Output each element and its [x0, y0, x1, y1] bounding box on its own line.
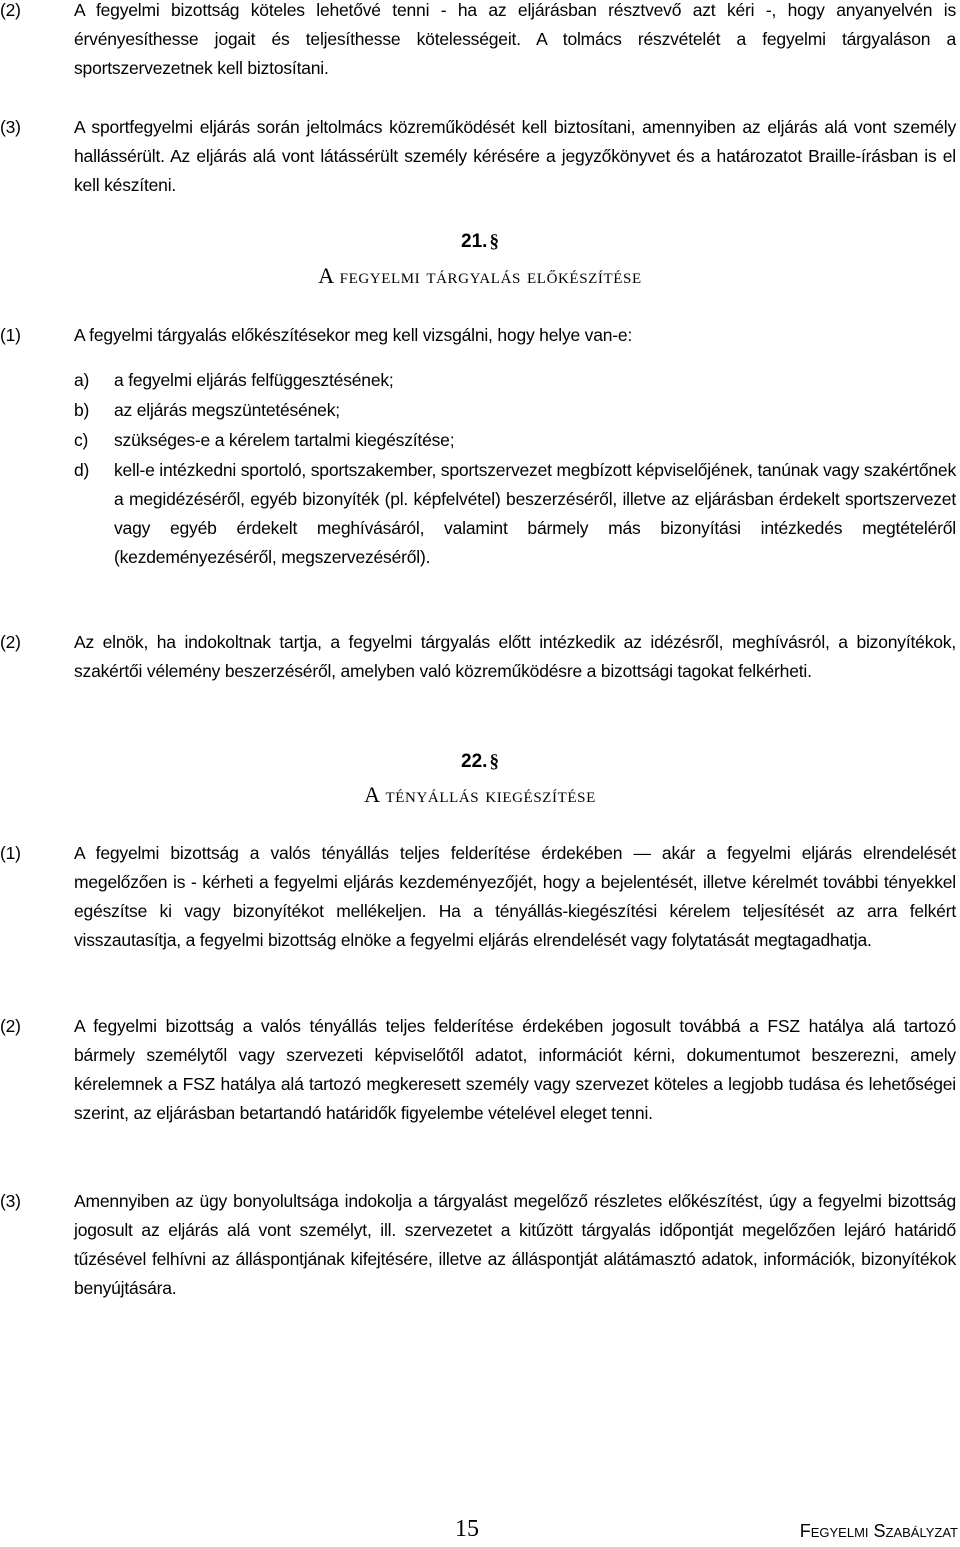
- paragraph-number: (3): [0, 117, 21, 137]
- section-number: 21.: [461, 231, 488, 252]
- list-item-b: [74, 396, 956, 425]
- section-sign: §: [489, 231, 499, 252]
- list-text: szükséges-e a kérelem tartalmi kiegészítése;: [114, 430, 455, 450]
- paragraph-number: (2): [0, 632, 21, 652]
- page-number: 15: [455, 1516, 479, 1542]
- list-label: c): [74, 430, 89, 450]
- paragraph-text: A fegyelmi bizottság a valós tényállás teljes felderítése érdekében jogosult továbbá a FSZ hatálya alá tartozó bármely személytől vagy szervezeti képviselőtől adatot, információt kérni, dokumentumot beszerezni, amely kérelemnek a FSZ hatálya alá tartozó megkeresett személy vagy szervezet köteles a legjobb tudása és lehetőségei szerint, az eljárásban betartandó határidők figyelembe vételével eleget tenni.: [74, 1016, 956, 1123]
- paragraph-22-2: [0, 1012, 956, 1128]
- section-sign: §: [489, 751, 499, 772]
- list-item-c: [74, 426, 956, 455]
- paragraph-number: (1): [0, 325, 21, 345]
- paragraph-text: Amennyiben az ügy bonyolultsága indokolja a tárgyalást megelőző részletes előkészítést, úgy a fegyelmi bizottság jogosult az eljárás alá vont személyt, ill. szervezetet a kitűzött tárgyalás időpontját megelőzően lejáró határidő tűzésével felhívni az álláspontjának kifejtésére, illetve az álláspontját alátámasztó adatok, információk, bizonyítékok benyújtására.: [74, 1191, 956, 1298]
- paragraph-text: A fegyelmi bizottság a valós tényállás teljes felderítése érdekében — akár a fegyelmi eljárás elrendelését megelőzően is - kérheti a fegyelmi eljárás kezdeményezőjét, hogy a bejelentését, illetve kérelmét további tényekkel egészítse ki vagy bizonyítékot mellékeljen. Ha a tényállás-kiegészítési kérelem teljesítését az arra felkért visszautasítja, a fegyelmi bizottság elnöke a fegyelmi eljárás elrendelését vagy folytatását megtagadhatja.: [74, 843, 956, 950]
- list-label: b): [74, 400, 90, 420]
- paragraph-22-3: [0, 1187, 956, 1303]
- paragraph-prev-3: [0, 113, 956, 200]
- paragraph-21-1: [0, 321, 956, 350]
- list-label: a): [74, 370, 90, 390]
- list-text: az eljárás megszüntetésének;: [114, 400, 340, 420]
- section-21-title: A fegyelmi tárgyalás előkészítése: [318, 263, 642, 288]
- paragraph-text: Az elnök, ha indokoltnak tartja, a fegyelmi tárgyalás előtt intézkedik az idézésről, meghívásról, a bizonyítékok, szakértői vélemény beszerzéséről, amelyben való közreműködésre a bizottsági tagokat felkérheti.: [74, 632, 956, 681]
- paragraph-prev-2: [0, 0, 956, 83]
- section-number: 22.: [461, 751, 488, 772]
- paragraph-number: (2): [0, 0, 21, 20]
- section-22-number: [0, 749, 960, 775]
- list-item-a: [74, 366, 956, 395]
- paragraph-22-1: [0, 839, 956, 955]
- paragraph-text: A sportfegyelmi eljárás során jeltolmács közreműködését kell biztosítani, amennyiben az eljárás alá vont személy hallássérült. Az eljárás alá vont látássérült személy kérésére a jegyzőkönyvet és a határozatot Braille-írásban is el kell készíteni.: [74, 117, 956, 195]
- paragraph-text: A fegyelmi tárgyalás előkészítésekor meg kell vizsgálni, hogy helye van-e:: [74, 325, 633, 345]
- paragraph-21-2: [0, 628, 956, 686]
- paragraph-number: (1): [0, 843, 21, 863]
- list-text: a fegyelmi eljárás felfüggesztésének;: [114, 370, 394, 390]
- paragraph-number: (2): [0, 1016, 21, 1036]
- list-text: kell-e intézkedni sportoló, sportszakember, sportszervezet megbízott képviselőjének, tanúnak vagy szakértőnek a megidézéséről, egyéb bizonyíték (pl. képfelvétel) beszerzéséről, illetve az eljárásban érdekelt sportszervezet vagy egyéb érdekelt meghívásáról, valamint bármely más bizonyítási intézkedés megtételéről (kezdeményezéséről, megszervezéséről).: [114, 460, 956, 567]
- section-21-number: [0, 229, 960, 255]
- footer-document-title: Fegyelmi Szabályzat: [799, 1521, 958, 1541]
- section-22-title: A tényállás kiegészítése: [364, 782, 596, 807]
- paragraph-text: A fegyelmi bizottság köteles lehetővé tenni - ha az eljárásban résztvevő azt kéri -, hogy anyanyelvén is érvényesíthesse jogait és teljesíthesse kötelességeit. A tolmács részvételét a fegyelmi tárgyaláson a sportszervezetnek kell biztosítani.: [74, 0, 956, 78]
- list-item-d: [74, 456, 956, 572]
- paragraph-number: (3): [0, 1191, 21, 1211]
- list-label: d): [74, 460, 90, 480]
